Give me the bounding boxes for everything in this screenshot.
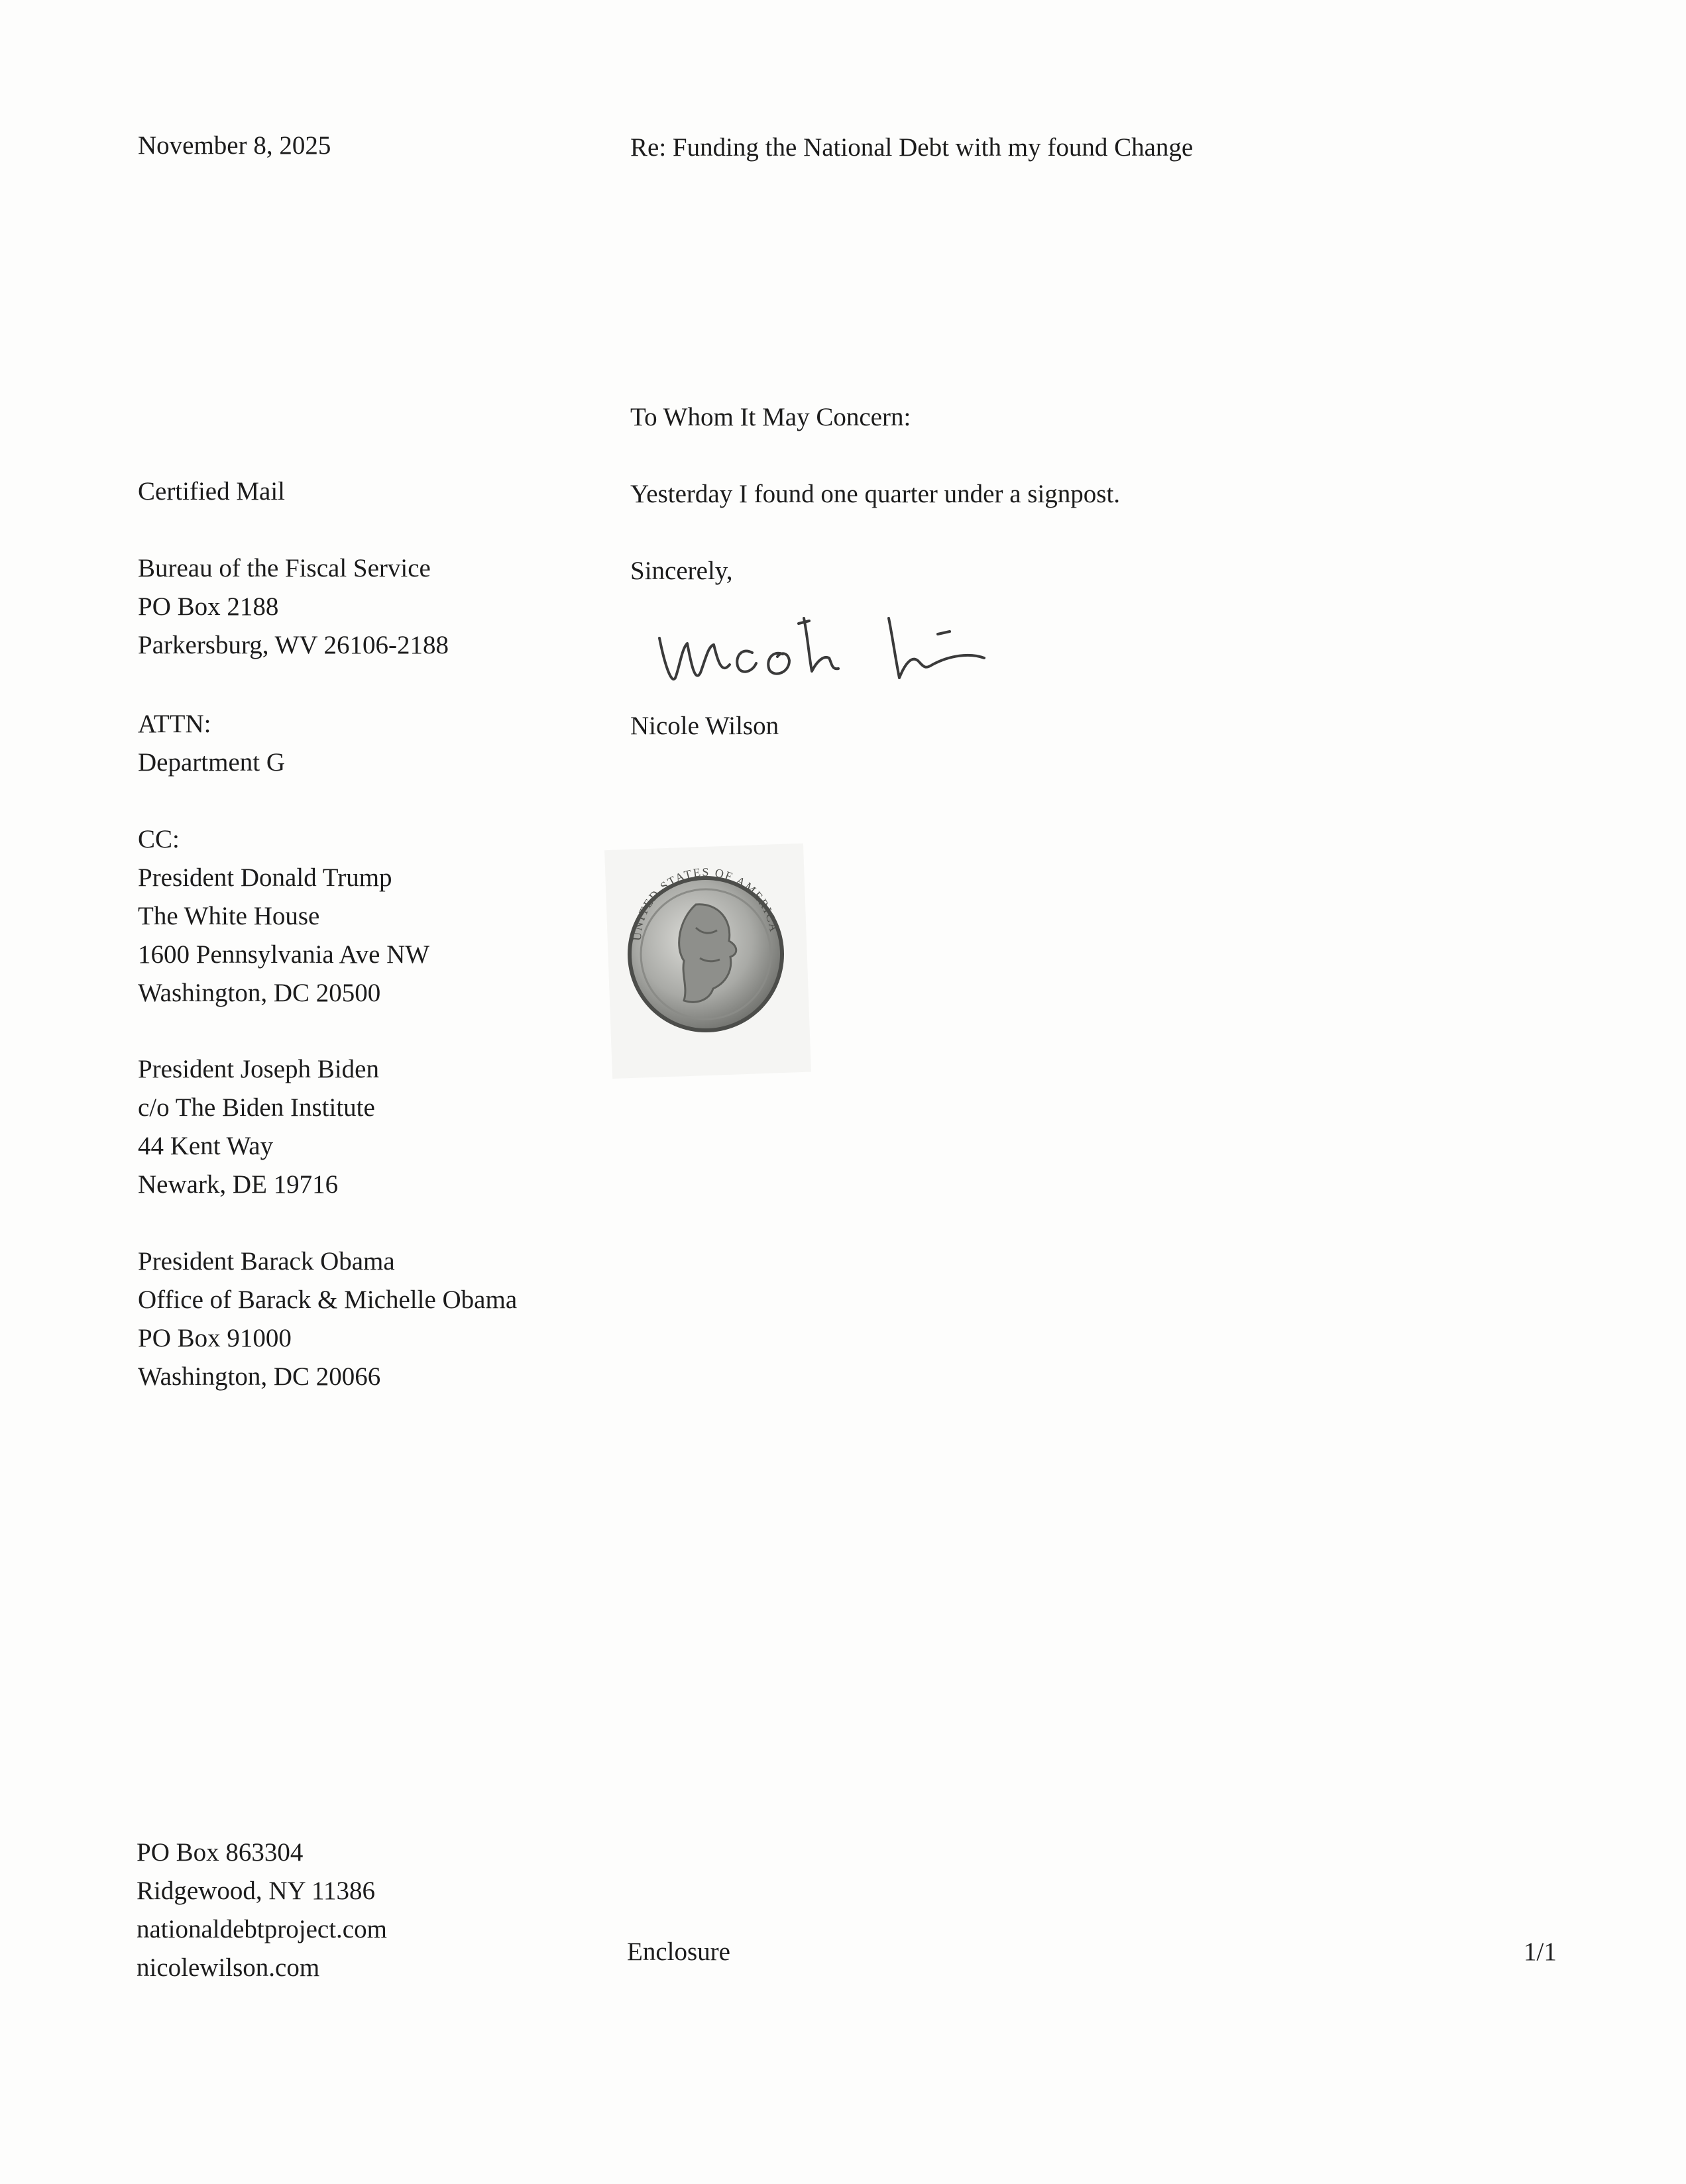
attn-block xyxy=(138,705,285,782)
cc-line: Newark, DE 19716 xyxy=(138,1170,339,1199)
recipient-line: PO Box 2188 xyxy=(138,592,279,621)
enclosure-label: Enclosure xyxy=(627,1938,730,1966)
cc-label: CC: xyxy=(138,825,180,853)
letter-date: November 8, 2025 xyxy=(138,131,331,160)
letter-subject: Re: Funding the National Debt with my found Change xyxy=(630,133,1194,162)
signature-image xyxy=(653,592,997,698)
salutation: To Whom It May Concern: xyxy=(630,403,911,431)
coin-rim-text: UNITED STATES OF AMERICA xyxy=(630,865,781,942)
mail-type: Certified Mail xyxy=(138,477,286,506)
sender-website: nationaldebtproject.com xyxy=(137,1915,387,1943)
cc-line: 1600 Pennsylvania Ave NW xyxy=(138,940,430,969)
cc-line: 44 Kent Way xyxy=(138,1132,274,1160)
page-number: 1/1 xyxy=(1524,1938,1557,1966)
sender-website: nicolewilson.com xyxy=(137,1953,320,1982)
cc-line: The White House xyxy=(138,902,320,930)
cc-line: PO Box 91000 xyxy=(138,1324,292,1352)
closing: Sincerely, xyxy=(630,557,733,585)
sender-line: PO Box 863304 xyxy=(137,1838,304,1867)
cc-recipient-3 xyxy=(138,1242,517,1396)
signer-name: Nicole Wilson xyxy=(630,712,779,740)
cc-line: President Barack Obama xyxy=(138,1247,395,1276)
attn-department: Department G xyxy=(138,748,286,777)
cc-recipient-1 xyxy=(138,859,429,1012)
cc-line: c/o The Biden Institute xyxy=(138,1093,375,1122)
recipient-line: Parkersburg, WV 26106-2188 xyxy=(138,631,449,659)
cc-line: Office of Barack & Michelle Obama xyxy=(138,1285,518,1314)
enclosed-quarter-coin xyxy=(596,842,815,1080)
cc-line: Washington, DC 20066 xyxy=(138,1362,381,1391)
sender-line: Ridgewood, NY 11386 xyxy=(137,1877,376,1905)
sender-address xyxy=(137,1833,387,1987)
letter-body: Yesterday I found one quarter under a signpost. xyxy=(630,480,1121,508)
recipient-address xyxy=(138,549,449,665)
cc-line: President Joseph Biden xyxy=(138,1055,379,1083)
cc-recipient-2 xyxy=(138,1050,379,1204)
recipient-line: Bureau of the Fiscal Service xyxy=(138,554,431,582)
cc-line: President Donald Trump xyxy=(138,863,392,892)
cc-line: Washington, DC 20500 xyxy=(138,979,381,1007)
attn-label: ATTN: xyxy=(138,710,211,738)
